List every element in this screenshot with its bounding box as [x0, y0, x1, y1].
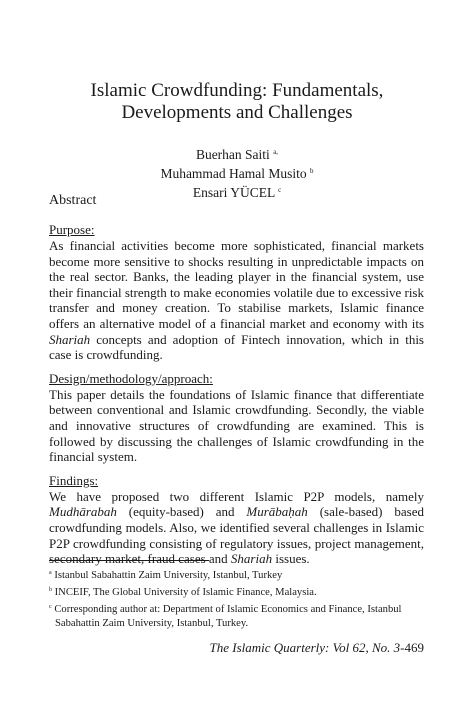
title-line-1: Islamic Crowdfunding: Fundamentals, [90, 80, 384, 101]
footnote-mark: a [49, 570, 52, 576]
footnotes [49, 566, 425, 631]
footnote-text: Corresponding author at: Department of Islamic Economics and Finance, Istanbul [54, 604, 402, 615]
footnote-mark: b [49, 587, 52, 593]
footnote-divider [49, 560, 209, 561]
findings-term-2: Murābaḥah [246, 504, 308, 520]
author-name: Ensari YÜCEL [192, 185, 275, 200]
page-number: -469 [400, 640, 424, 655]
footnote-text: Istanbul Sabahattin Zaim University, Istanbul, Turkey [54, 570, 283, 581]
findings-paragraph [49, 489, 424, 567]
author [0, 144, 474, 163]
design-paragraph: This paper details the foundations of Islamic finance that differentiate between conventional and Islamic crowdfunding. Secondly, the viable and innovative structures of crowdfunding are examined. This is followed by discussing the challenges of Islamic crowdfunding in the financial system. [49, 386, 424, 465]
title-line-2: Developments and Challenges [121, 102, 353, 123]
findings-text-3: (sale-based) based crowdfunding models. Also, we identified several challenges in Islamic P2P crowdfunding consisting of regulatory issues, project management, secondary market, fraud cases and [49, 504, 424, 567]
footnote [49, 566, 425, 583]
findings-text-2: (equity-based) and [116, 504, 247, 520]
paper-title [0, 80, 474, 124]
purpose-paragraph [49, 238, 424, 363]
design-heading: Design/methodology/approach: [49, 370, 213, 386]
abstract-heading: Abstract [49, 193, 97, 208]
findings-heading: Findings: [49, 472, 99, 488]
purpose-term: Shariah [49, 331, 91, 347]
footnote-continuation: Sabahattin Zaim University, Istanbul, Turkey. [55, 618, 249, 629]
findings-term-1: Mudhārabah [49, 504, 117, 520]
affiliation-mark: a, [273, 148, 279, 156]
affiliation-mark: c [278, 186, 282, 194]
purpose-text: As financial activities become more sophisticated, financial markets become more sensitive to shocks resulting in unpredictable impacts on the real sector. Banks, the leading player in the financial system, use their financial strength to make economies volatile due to excessive risk transfer and money creation. To stabilise markets, Islamic finance offers an alternative model of a financial market and economy with its [49, 238, 424, 331]
author [0, 163, 474, 182]
author-name: Buerhan Saiti [195, 147, 270, 162]
footnote [49, 600, 425, 617]
footnote-mark: c [49, 604, 52, 610]
journal-name: The Islamic Quarterly: Vol 62, No. 3 [209, 640, 401, 655]
footnote-text: INCEIF, The Global University of Islamic Finance, Malaysia. [54, 587, 317, 598]
purpose-heading: Purpose: [49, 222, 95, 237]
affiliation-mark: b [310, 167, 314, 175]
findings-term-3: Shariah [230, 551, 273, 567]
journal-citation [210, 640, 425, 656]
footnote [49, 583, 425, 600]
findings-text-4: issues. [272, 551, 310, 567]
purpose-text-end: concepts and adoption of Fintech innovation, which in this case is crowdfunding. [49, 331, 424, 363]
findings-text-1: We have proposed two different Islamic P2P models, namely [49, 488, 424, 504]
abstract-body [49, 192, 424, 567]
author-name: Muhammad Hamal Musito [160, 166, 307, 181]
